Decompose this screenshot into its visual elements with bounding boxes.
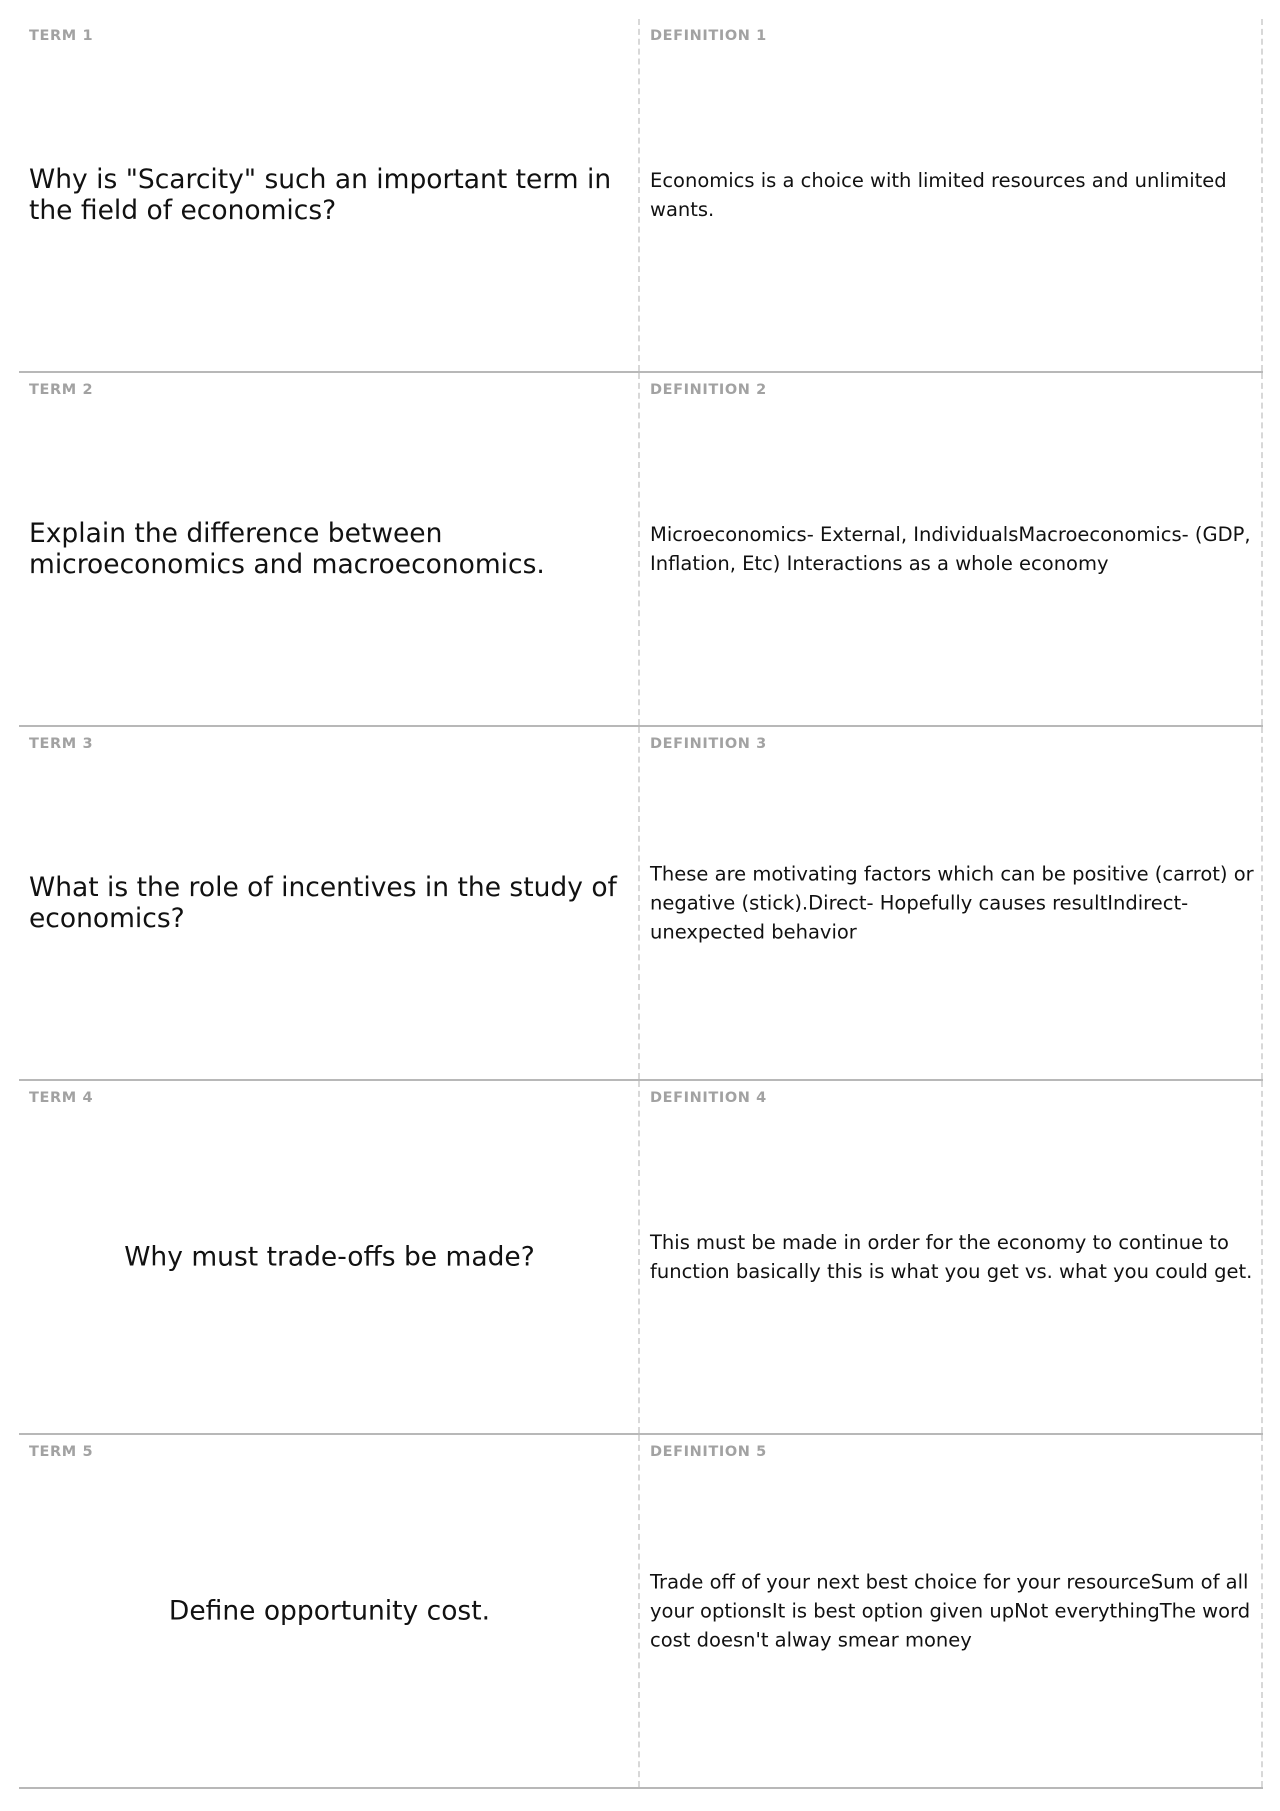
definition-label: DEFINITION 3 bbox=[650, 736, 767, 752]
term-text: Why must trade-offs be made? bbox=[124, 1241, 535, 1273]
flashcard-row-1 bbox=[19, 19, 1263, 373]
definition-cell-3 bbox=[640, 727, 1263, 1079]
definition-text: These are motivating factors which can be positive (carrot) or negative (stick).Direct- Hopefully causes resultIndirect- unexpected behavior bbox=[650, 862, 1254, 944]
definition-cell-2 bbox=[640, 373, 1263, 725]
definition-text: Trade off of your next best choice for your resourceSum of all your optionsIt is best option given upNot everythingThe word cost doesn't alway smear money bbox=[650, 1570, 1251, 1652]
term-label: TERM 2 bbox=[29, 382, 94, 398]
definition-cell-4 bbox=[640, 1081, 1263, 1433]
term-text: Explain the difference between microeconomics and macroeconomics. bbox=[29, 518, 545, 580]
definition-label: DEFINITION 2 bbox=[650, 382, 767, 398]
term-label: TERM 4 bbox=[29, 1090, 94, 1106]
term-text: Define opportunity cost. bbox=[168, 1595, 491, 1627]
flashcard-row-4 bbox=[19, 1081, 1263, 1435]
term-cell-1 bbox=[19, 19, 640, 371]
term-cell-4 bbox=[19, 1081, 640, 1433]
term-cell-3 bbox=[19, 727, 640, 1079]
term-cell-5 bbox=[19, 1435, 640, 1787]
term-text: What is the role of incentives in the study of economics? bbox=[29, 872, 617, 934]
definition-label: DEFINITION 5 bbox=[650, 1444, 767, 1460]
definition-label: DEFINITION 1 bbox=[650, 28, 767, 44]
flashcard-row-2 bbox=[19, 373, 1263, 727]
definition-text: Microeconomics- External, IndividualsMacroeconomics- (GDP, Inflation, Etc) Interactions as a whole economy bbox=[650, 523, 1251, 575]
flashcard-row-3 bbox=[19, 727, 1263, 1081]
definition-cell-1 bbox=[640, 19, 1263, 371]
term-text: Why is "Scarcity" such an important term in the field of economics? bbox=[29, 164, 612, 226]
term-label: TERM 1 bbox=[29, 28, 94, 44]
definition-text: This must be made in order for the economy to continue to function basically this is what you get vs. what you could get. bbox=[650, 1231, 1253, 1283]
definition-text: Economics is a choice with limited resources and unlimited wants. bbox=[650, 169, 1227, 221]
flashcard-row-5 bbox=[19, 1435, 1263, 1789]
term-cell-2 bbox=[19, 373, 640, 725]
definition-label: DEFINITION 4 bbox=[650, 1090, 767, 1106]
term-label: TERM 3 bbox=[29, 736, 94, 752]
term-label: TERM 5 bbox=[29, 1444, 94, 1460]
definition-cell-5 bbox=[640, 1435, 1263, 1787]
flashcard-sheet bbox=[19, 19, 1263, 1789]
